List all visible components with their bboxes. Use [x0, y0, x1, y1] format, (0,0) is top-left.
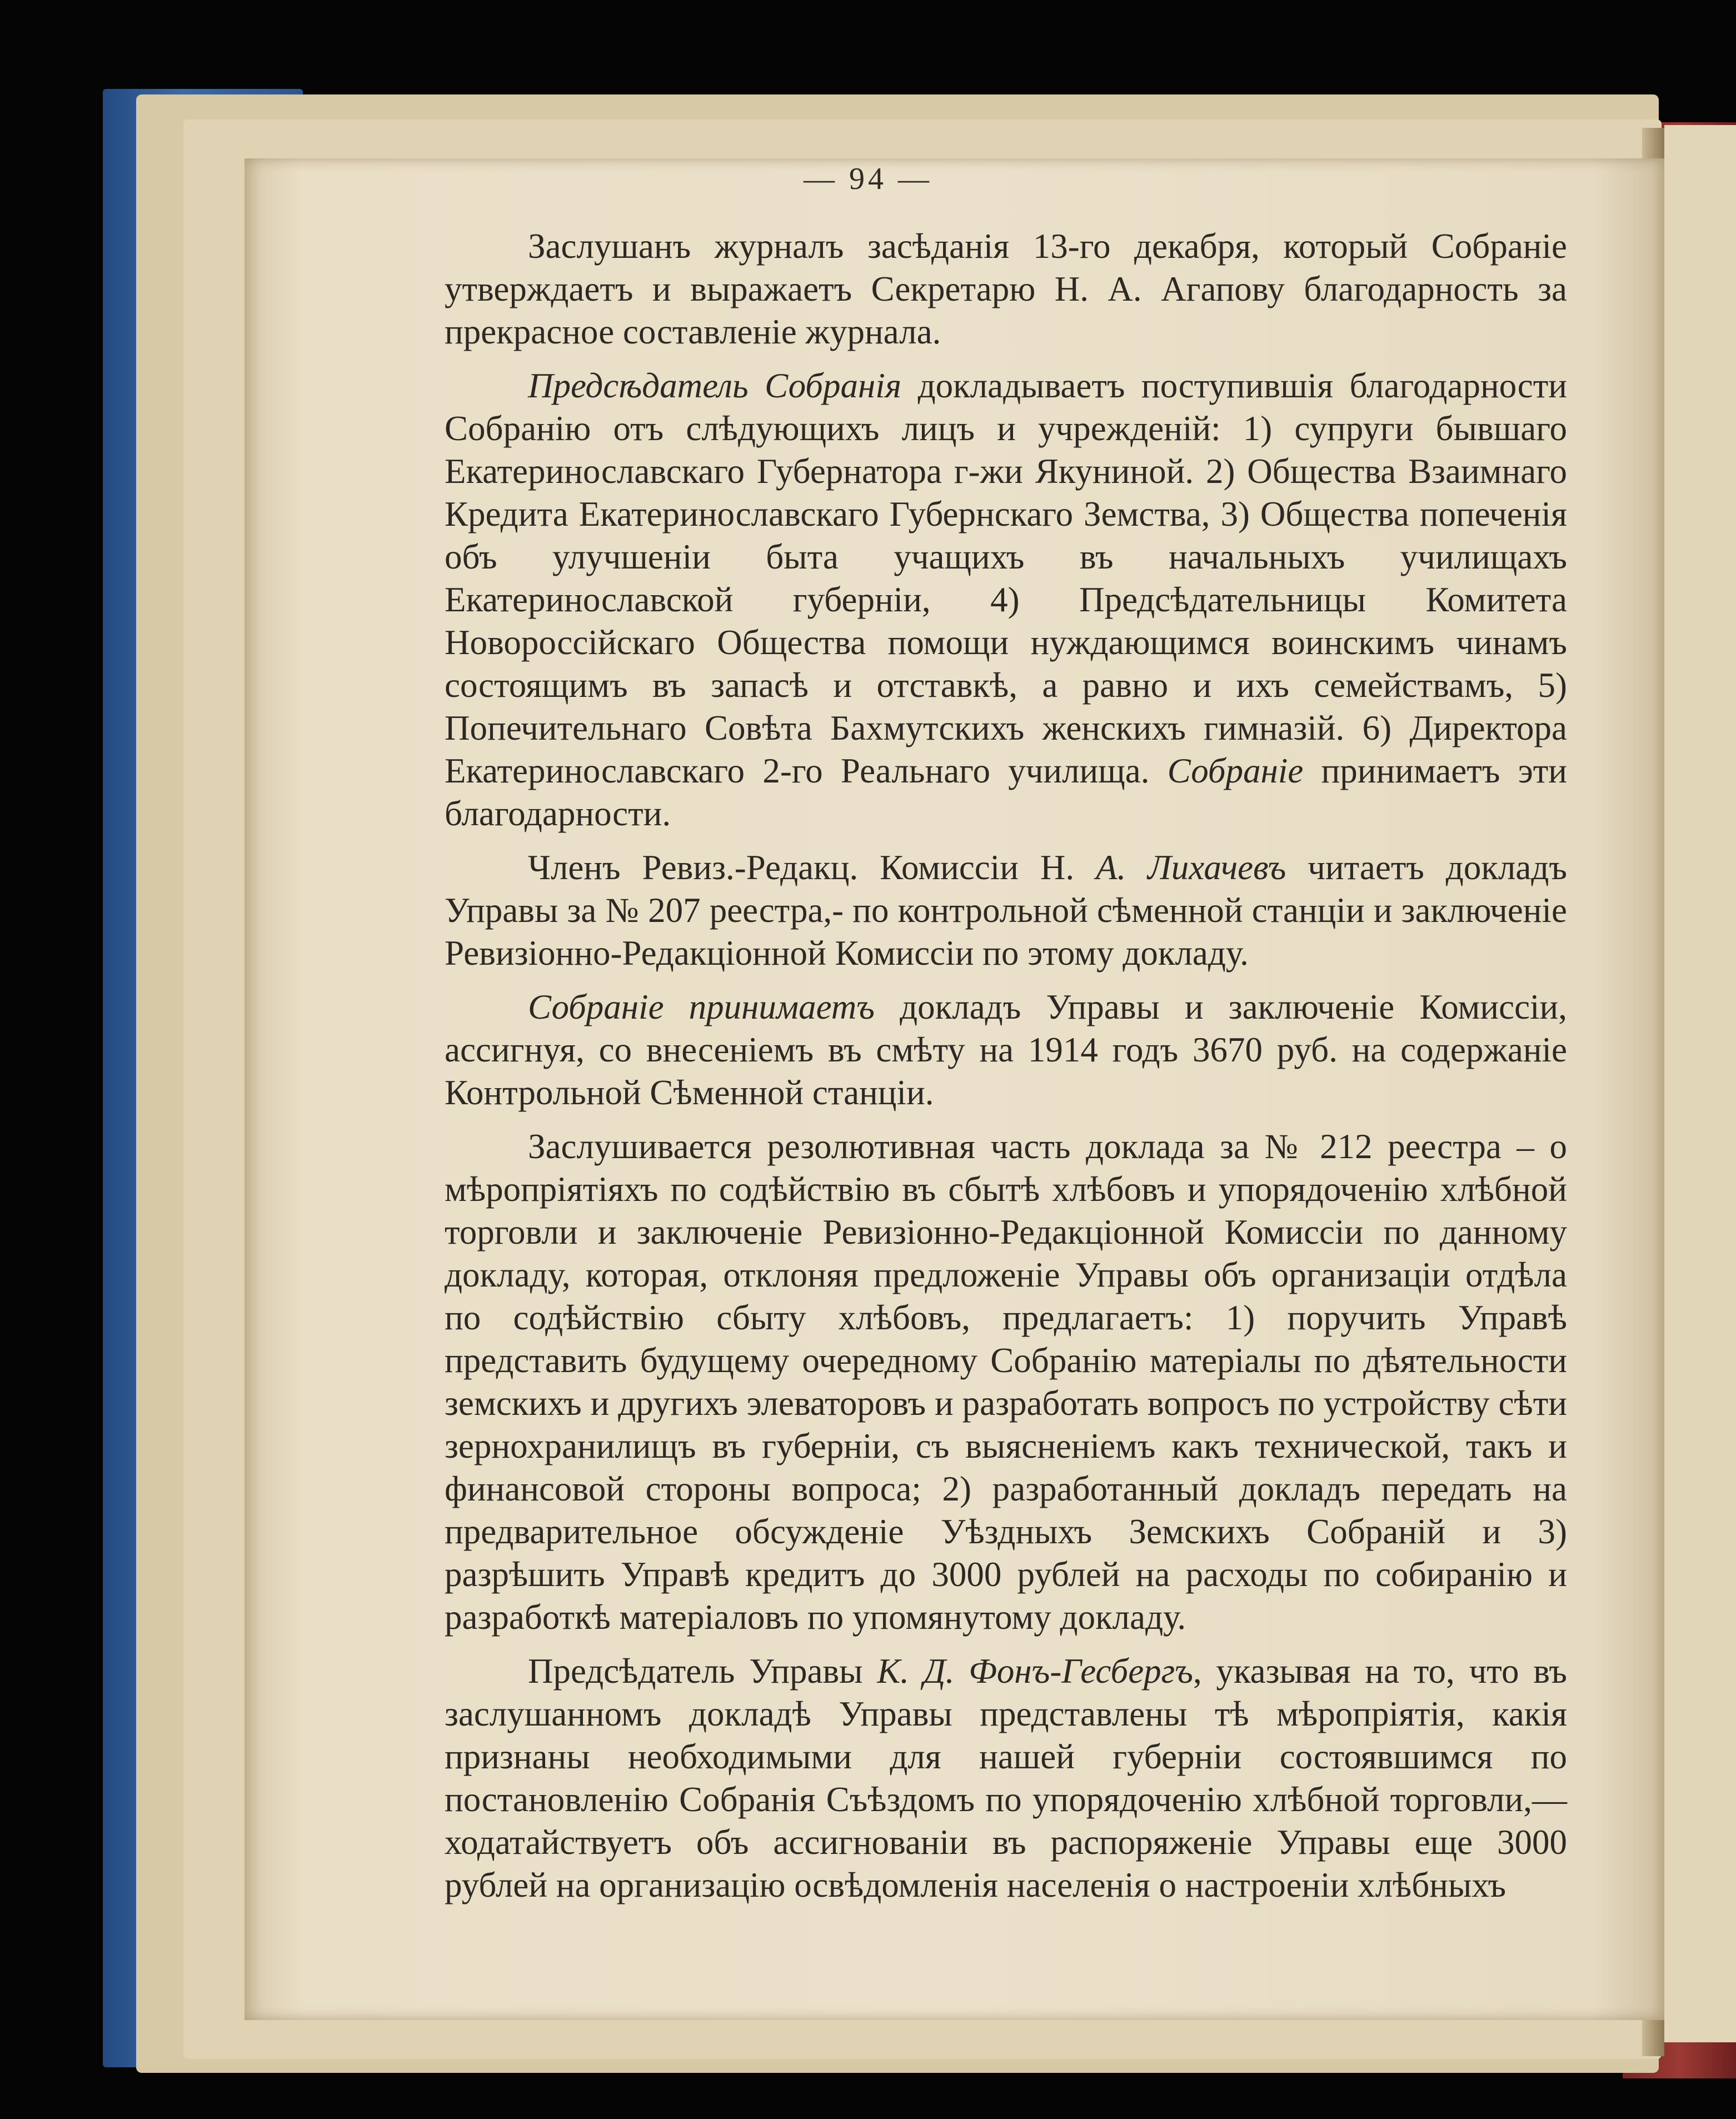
- paragraph-text: Заслушанъ журналъ засѣданія 13-го декабря, который Собраніе утверждаетъ и выражаетъ Секретарю Н. А. Агапову благодарность за прекрасное составленіе журнала.: [445, 227, 1567, 351]
- page-text: [445, 225, 1567, 1918]
- paragraph-4: [445, 986, 1567, 1114]
- paragraph-text: принимаетъ эти благодарности.: [445, 751, 1567, 833]
- paragraph-2: [445, 365, 1567, 835]
- paragraph-text: докладъ Управы и заключеніе Комиссіи, ассигнуя, со внесеніемъ въ смѣту на 1914 годъ 3670 руб. на содержаніе Контрольной Сѣменной станціи.: [445, 988, 1567, 1112]
- paragraph-5: [445, 1125, 1567, 1639]
- paragraph-text: Предсѣдатель Управы: [528, 1652, 877, 1691]
- paragraph-text: Членъ Ревиз.-Редакц. Комиссіи Н.: [528, 848, 1096, 887]
- paragraph-text: Заслушивается резолютивная часть доклада за № 212 реестра – о мѣропріятіяхъ по содѣйствію въ сбытѣ хлѣбовъ и упорядоченію хлѣбной торговли и заключеніе Ревизіонно-Редакціонной Комиссіи по данному докладу, которая, отклоняя предложеніе Управы объ организаціи отдѣла по содѣйствію сбыту хлѣбовъ, предлагаетъ: 1) поручить Управѣ представить будущему очередному Собранію матеріалы по дѣятельности земскихъ и другихъ элеваторовъ и разработать вопросъ по устройству сѣти зернохранилищъ въ губерніи, съ выясненіемъ какъ технической, такъ и финансовой стороны вопроса; 2) разработанный докладъ передать на предварительное обсужденіе Уѣздныхъ Земскихъ Собраній и 3) разрѣшить Управѣ кредитъ до 3000 рублей на расходы по собиранію и разработкѣ матеріаловъ по упомянутому докладу.: [445, 1127, 1567, 1637]
- italic-name: Собраніе принимаетъ: [528, 988, 875, 1026]
- page-number: — 94 —: [804, 162, 932, 196]
- paragraph-text: докладываетъ поступившія благодарности Собранію отъ слѣдующихъ лицъ и учрежденій: 1) супруги бывшаго Екатеринославскаго Губернатора г-жи Якуниной. 2) Общества Взаимнаго Кредита Екатеринославскаго Губернскаго Земства, 3) Общества попеченія объ улучшеніи быта учащихъ въ начальныхъ училищахъ Екатеринославской губерніи, 4) Предсѣдательницы Комитета Новороссійскаго Общества помощи нуждающимся воинскимъ чинамъ состоящимъ въ запасѣ и отставкѣ, а равно и ихъ семействамъ, 5) Попечительнаго Совѣта Бахмутскихъ женскихъ гимназій. 6) Директора Екатеринославскаго 2-го Реальнаго училища.: [445, 366, 1567, 790]
- paragraph-1: [445, 225, 1567, 353]
- paragraph-3: [445, 846, 1567, 975]
- italic-name: А. Лихачевъ: [1095, 848, 1286, 887]
- paragraph-text: читаетъ докладъ Управы за № 207 реестра,- по контрольной сѣменной станціи и заключеніе Ревизіонно-Редакціонной Комиссіи по этому докладу.: [445, 848, 1567, 973]
- italic-name: К. Д. Фонъ-Гесбергъ: [877, 1652, 1193, 1691]
- italic-name: Предсѣдатель Собранія: [528, 366, 902, 405]
- italic-name: Собраніе: [1167, 751, 1304, 790]
- facing-page-edge: [1664, 125, 1736, 2042]
- paragraph-6: [445, 1650, 1567, 1907]
- paragraph-text: , указывая на то, что въ заслушанномъ докладѣ Управы представлены тѣ мѣропріятія, какія признаны необходимыми для нашей губерніи состоявшимся по постановленію Собранія Съѣздомъ по упорядоченію хлѣбной торговли,—ходатайствуетъ объ ассигнованіи въ распоряженіе Управы еще 3000 рублей на организацію освѣдомленія населенія о настроеніи хлѣбныхъ: [445, 1652, 1567, 1904]
